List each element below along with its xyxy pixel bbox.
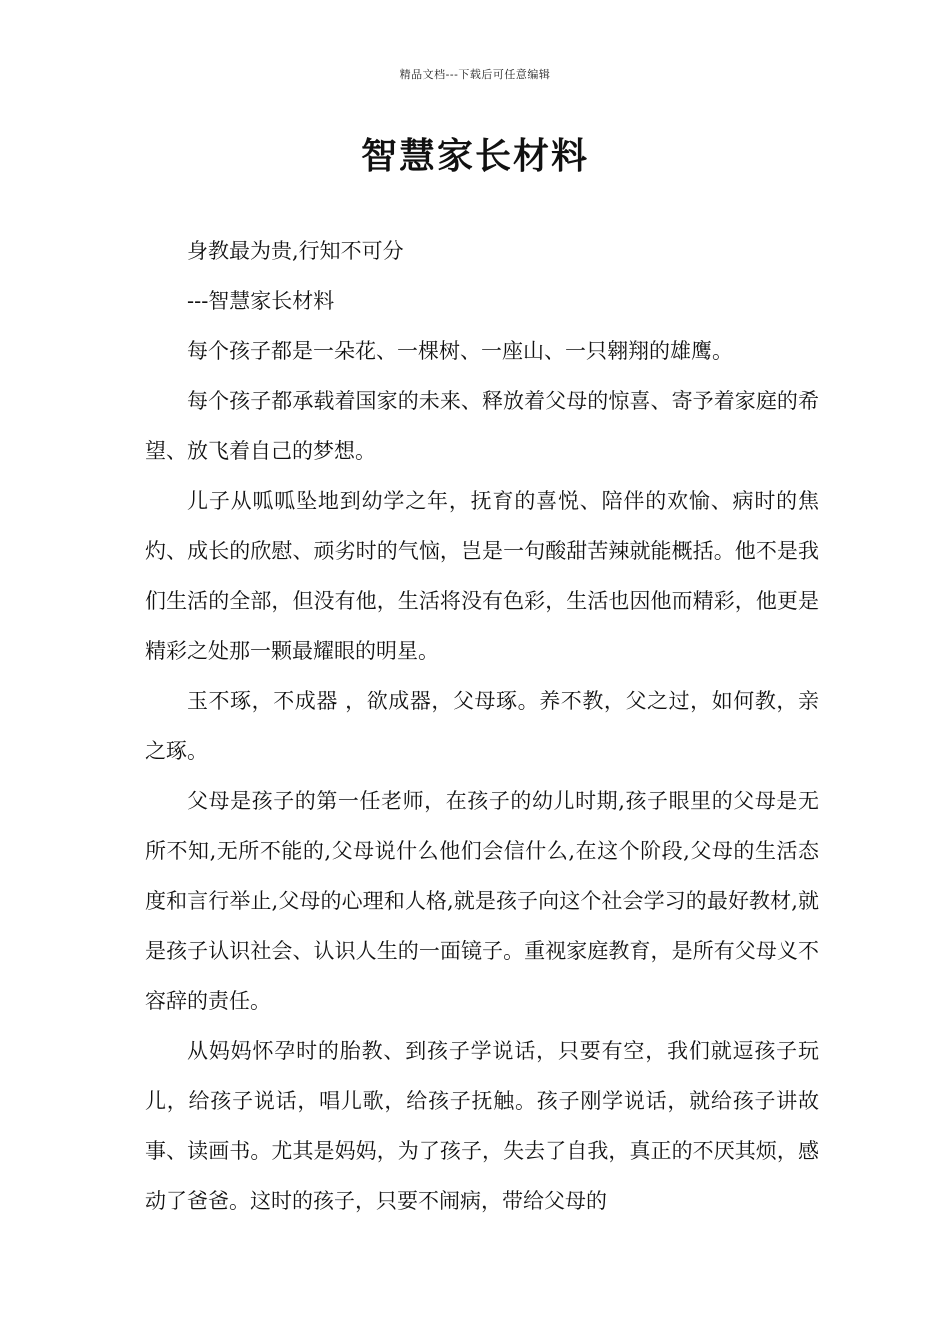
- document-body: [145, 226, 819, 1226]
- paragraph: 玉不琢，不成器 ，欲成器，父母琢。养不教，父之过，如何教，亲之琢。: [145, 689, 819, 763]
- paragraph-subtitle: 身教最为贵,行知不可分: [187, 239, 404, 263]
- paragraph: 父母是孩子的第一任老师，在孩子的幼儿时期,孩子眼里的父母是无所不知,无所不能的,父母说什么他们会信什么,在这个阶段,父母的生活态度和言行举止,父母的心理和人格,就是孩子向这个社会学习的最好教材,就是孩子认识社会、认识人生的一面镜子。重视家庭教育，是所有父母义不容辞的责任。: [145, 789, 819, 1013]
- paragraph: 儿子从呱呱坠地到幼学之年，抚育的喜悦、陪伴的欢愉、病时的焦灼、成长的欣慰、顽劣时的气恼，岂是一句酸甜苦辣就能概括。他不是我们生活的全部，但没有他，生活将没有色彩，生活也因他而精彩，他更是精彩之处那一颗最耀眼的明星。: [145, 489, 819, 663]
- paragraph: 从妈妈怀孕时的胎教、到孩子学说话，只要有空，我们就逗孩子玩儿，给孩子说话，唱儿歌，给孩子抚触。孩子刚学说话，就给孩子讲故事、读画书。尤其是妈妈，为了孩子，失去了自我，真正的不厌其烦，感动了爸爸。这时的孩子，只要不闹病，带给父母的: [145, 1039, 819, 1213]
- paragraph: 每个孩子都承载着国家的未来、释放着父母的惊喜、寄予着家庭的希望、放飞着自己的梦想。: [145, 389, 819, 463]
- header-note: 精品文档---下载后可任意编辑: [399, 68, 551, 81]
- paragraph: 每个孩子都是一朵花、一棵树、一座山、一只翱翔的雄鹰。: [187, 339, 733, 363]
- document-title: 智慧家长材料: [360, 135, 589, 177]
- paragraph-source: ---智慧家长材料: [187, 289, 335, 313]
